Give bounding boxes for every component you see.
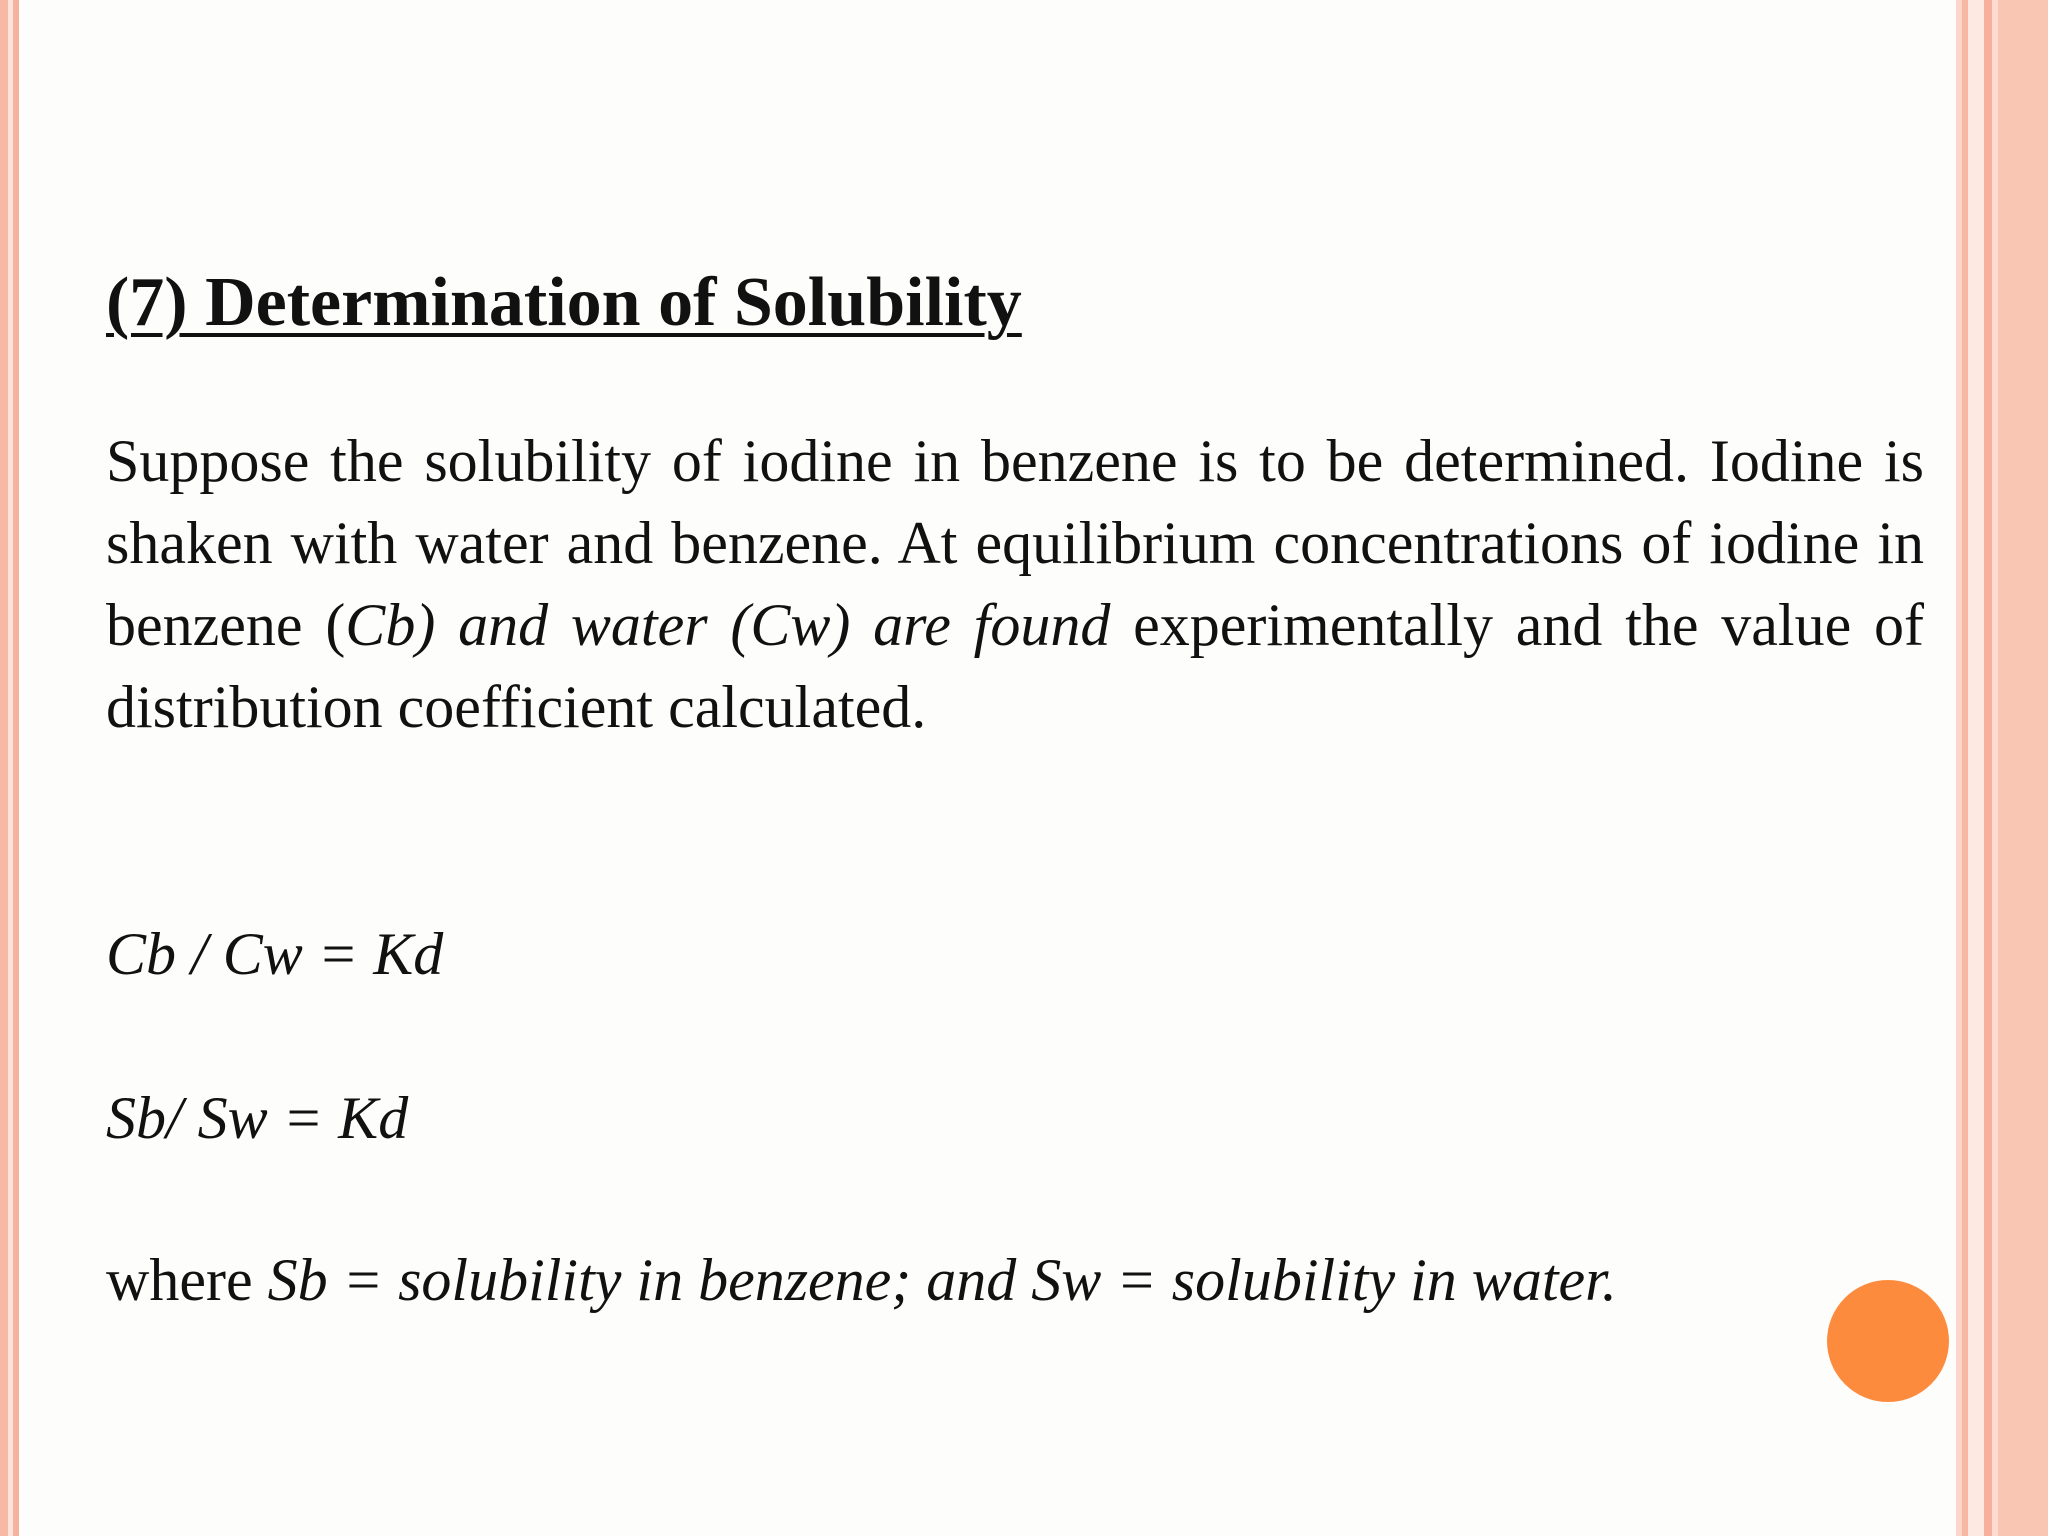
right-border-stripe xyxy=(1984,0,1992,1536)
left-border-stripe xyxy=(13,0,19,1536)
paragraph-text-end: experimentally and the value of distribution coefficient calculated. xyxy=(106,592,1924,740)
orange-circle-decoration xyxy=(1827,1280,1949,1402)
paragraph-text: Suppose the solubility of iodine in benzene is to be determined. Iodine is shaken with water and benzene. At equilibrium concentrations of iodine in benzene ( xyxy=(106,428,1924,658)
where-definition-italic: Sb = solubility in benzene; and Sw = solubility in water. xyxy=(267,1247,1617,1313)
left-border-stripe xyxy=(0,0,8,1536)
right-border-stripe xyxy=(1968,0,1984,1536)
right-border-stripe xyxy=(1998,0,2048,1536)
body-paragraph xyxy=(106,420,1924,748)
paragraph-italic-text: Cb) and water (Cw) are found xyxy=(345,592,1111,658)
where-prefix: where xyxy=(106,1247,268,1313)
formula-concentration-ratio: Cb / Cw = Kd xyxy=(106,921,444,987)
slide-title: (7) Determination of Solubility xyxy=(106,264,1022,341)
formula-solubility-ratio: Sb/ Sw = Kd xyxy=(106,1085,409,1151)
where-definition xyxy=(106,1247,1617,1313)
